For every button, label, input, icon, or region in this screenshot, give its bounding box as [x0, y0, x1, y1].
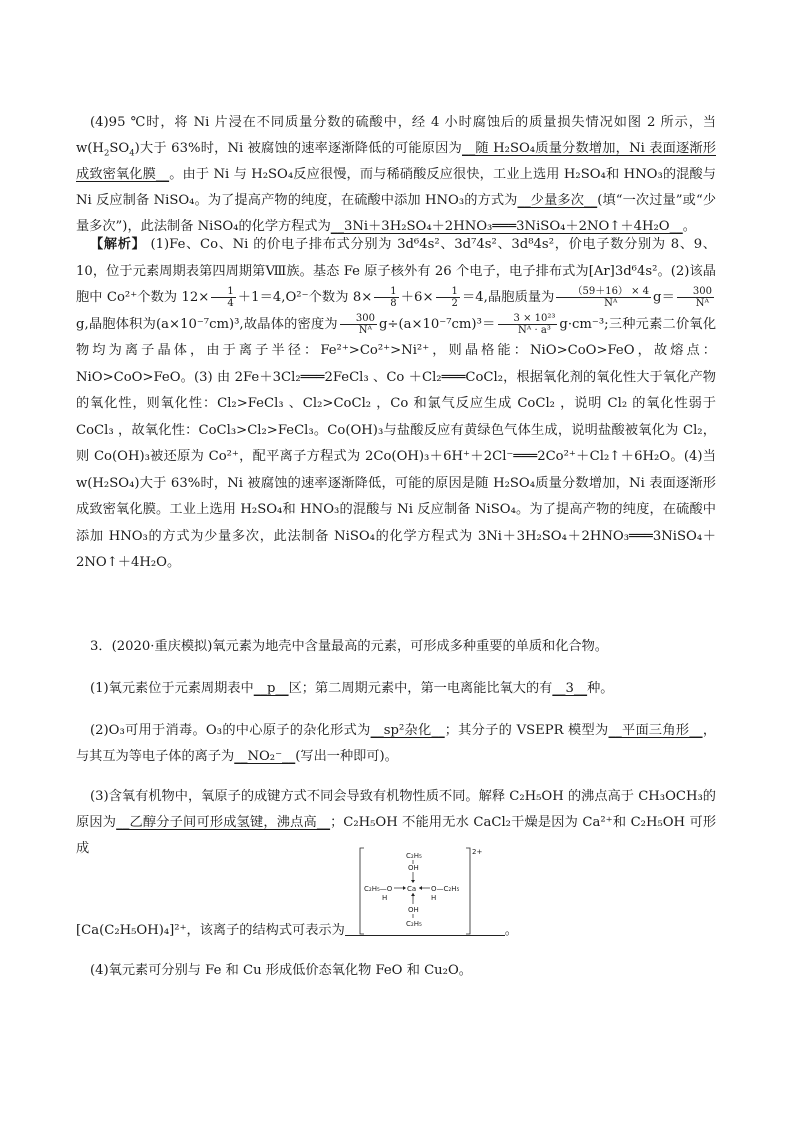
- right-ethoxy: O—C₂H₅: [431, 885, 460, 893]
- complex-charge: 2+: [472, 848, 483, 856]
- bottom-ethyl: C₂H₅: [406, 920, 422, 928]
- analysis-text-4: ＝4,晶胞质量为: [461, 290, 555, 305]
- q4-text-3: )大于 63%时，Ni 被腐蚀的速率逐渐降低的可能原因为: [134, 141, 462, 156]
- q3-1-answer-3: __3__: [552, 681, 588, 696]
- q3-2-answer-vsepr: __平面三角形__: [608, 723, 703, 738]
- calcium-center: Ca: [407, 885, 417, 893]
- q3-1-text-e: 种。: [587, 681, 614, 696]
- q3-3-answer-hbond: __乙醇分子间可形成氢键，沸点高__: [116, 815, 331, 830]
- fraction-cell-mass: $\frac{(59+16) \times 4}{\text{Nᴬ}}$: [556, 286, 651, 309]
- analysis-text-1: (1)Fe、Co、Ni 的价电子排布式分别为 3d⁶4s²、3d⁷4s²、3d⁸4s²，价电子数分别为 8、9、10，位于元素周期表第四周期第Ⅷ族。基态 Fe 原子核外有 26 个电子，电子排布式为[Ar]3d⁶4s²。(2)该晶胞中 Co²⁺个数为 12×: [76, 237, 716, 305]
- question-4-paragraph: (4)95 ℃时，将 Ni 片浸在不同质量分数的硫酸中，经 4 小时腐蚀后的质量损失情况如图 2 所示，当 $w(H_2SO_4)$大于 63%时，Ni 被腐蚀的速率逐渐降低的可能原因为__随 H₂SO₄质量分数增加，Ni 表面逐渐形成致密氧化膜__。由于 Ni 与 H₂SO₄反应很慢，而与稀硝酸反应很快，工业上选用 H₂SO₄和 HNO₃的混酸与 Ni 反应制备 NiSO₄。为了提高产物的纯度，在硫酸中添加 HNO₃的方式为__少量多次__(填“一次过量”或“少量多次”)，此法制备 NiSO₄的化学方程式为__3Ni＋3H₂SO₄＋2HNO₃═══3NiSO₄＋2NO↑＋4H₂O__。: [76, 115, 717, 234]
- q4-text-5: (填“一次过量”或“少量多次”)，此法制备 NiSO₄的化学方程式为: [76, 193, 717, 234]
- q3-2-answer-hybrid: __sp²杂化__: [370, 723, 445, 738]
- analysis-text-8: g·cm⁻³;三种元素二价氧化物均为离子晶体，由于离子半径：Fe²⁺>Co²⁺>Ni²⁺，则晶格能：NiO>CoO>FeO，故熔点：NiO>CoO>FeO。(3) 由 2Fe＋3Cl₂═══2FeCl₃ 、Co ＋Cl₂═══CoCl₂，根据氧化剂的氧化性大于氧化产物的氧化性，则氧化性：Cl₂>FeCl₃ 、Cl₂>CoCl₂ ，Co 和氯气反应生成 CoCl₂ ，说明 Cl₂ 的氧化性弱于 CoCl₃ ，故氧化性：CoCl₃>Cl₂>FeCl₃。Co(OH)₃与盐酸反应有黄绿色气体生成，说明盐酸被氧化为 Cl₂，则 Co(OH)₃被还原为 Co²⁺，配平离子方程式为 2Co(OH)₃＋6H⁺＋2Cl⁻═══2Co²⁺＋Cl₂↑＋6H₂O。(4)当 w(H₂SO₄)大于 63%时，Ni 被腐蚀的速率逐渐降低，可能的原因是随 H₂SO₄质量分数增加，Ni 表面逐渐形成致密氧化膜。工业上选用 H₂SO₄和 HNO₃的混酸与 Ni 反应制备 NiSO₄。为了提高产物的纯度，在硫酸中添加 HNO₃的方式为少量多次，此法制备 NiSO₄的化学方程式为 3Ni＋3H₂SO₄＋2HNO₃═══3NiSO₄＋2NO↑＋4H₂O。: [76, 316, 717, 570]
- analysis-text-7: g÷(a×10⁻⁷cm)³＝: [378, 316, 496, 332]
- analysis-paragraph: [76, 232, 716, 577]
- q3-2-answer-ion: __NO₂⁻__: [234, 749, 296, 764]
- fraction-300-na-2: $\frac{300}{\text{Nᴬ}}$: [340, 313, 377, 336]
- top-ethyl: C₂H₅: [406, 852, 422, 860]
- q3-2-text-e: ，与其互为等电子体的离子为: [76, 723, 717, 764]
- q3-1-text-a: (1)氧元素位于元素周期表中: [90, 681, 254, 696]
- q4-answer-1: __随 H₂SO₄质量分数增加，Ni 表面逐渐形成致密氧化膜__: [76, 141, 716, 182]
- right-hydrogen: H: [431, 894, 437, 902]
- fraction-1-4: $\frac{1}{4}$: [211, 286, 235, 309]
- q3-2-text-c: ；其分子的 VSEPR 模型为: [444, 723, 609, 738]
- q3-1-text-c: 区；第二周期元素中，第一电离能比氧大的有: [288, 681, 553, 696]
- fraction-1-8: $\frac{1}{8}$: [374, 286, 398, 309]
- structure-answer-blank: [345, 921, 505, 936]
- q4-text-1: (4)95 ℃时，将 Ni 片浸在不同质量分数的硫酸中，经 4 小时腐蚀后的质量损失情况如图 2 所示，当 w(H: [76, 115, 716, 156]
- fraction-1-2: $\frac{1}{2}$: [436, 286, 460, 309]
- question-3-stem: 3．(2020·重庆模拟)氧元素为地壳中含量最高的元素，可形成多种重要的单质和化合物。: [90, 639, 608, 654]
- bottom-oh: OH: [408, 906, 419, 914]
- q3-3-text-d: [Ca(C₂H₅OH)₄]²⁺，该离子的结构式可表示为: [76, 923, 345, 938]
- analysis-label: 【解析】: [90, 237, 146, 252]
- q4-answer-3: __3Ni＋3H₂SO₄＋2HNO₃═══3NiSO₄＋2NO↑＋4H₂O__: [330, 219, 683, 234]
- question-3-part-1: [76, 676, 716, 702]
- left-ethoxy: C₂H₅—O: [364, 885, 393, 893]
- fraction-density: $\frac{\text{3 × 10²³}}{\text{Nᴬ · a³}}$: [498, 313, 558, 336]
- q3-3-text-c: ；C₂H₅OH 不能用无水 CaCl₂干燥是因为 Ca²⁺和 C₂H₅OH 可形成: [76, 815, 717, 856]
- fraction-300-na: $\frac{300}{\text{Nᴬ}}$: [677, 286, 714, 309]
- question-3-part-4: (4)氧元素可分别与 Fe 和 Cu 形成低价态氧化物 FeO 和 Cu₂O。: [90, 963, 472, 978]
- analysis-text-6: g,晶胞体积为(a×10⁻⁷cm)³,故晶体的密度为: [76, 316, 338, 332]
- q3-2-text-a: (2)O₃可用于消毒。O₃的中心原子的杂化形式为: [90, 723, 371, 738]
- question-3-part-2: [76, 718, 716, 770]
- q3-1-answer-p: __p__: [253, 681, 289, 696]
- analysis-text-2: ＋1＝4,O²⁻个数为 8×: [237, 290, 373, 305]
- question-3-part-3-formula-line: [76, 918, 716, 944]
- q4-text-2: SO: [109, 141, 130, 156]
- top-oh: OH: [408, 864, 419, 872]
- q3-3-text-e: 。: [504, 923, 518, 938]
- q3-2-text-g: (写出一种即可)。: [295, 749, 398, 764]
- q4-text-6: 。: [682, 219, 696, 234]
- q4-text-4: 。由于 Ni 与 H₂SO₄反应很慢，而与稀硝酸反应很快，工业上选用 H₂SO₄和 HNO₃的混酸与 Ni 反应制备 NiSO₄。为了提高产物的纯度，在硫酸中添加 HNO₃的方式为: [76, 167, 716, 208]
- analysis-text-3: ＋6×: [400, 290, 434, 305]
- analysis-text-5: g＝: [653, 290, 675, 305]
- q3-3-text-a: (3)含氧有机物中，氧原子的成键方式不同会导致有机物性质不同。解释 C₂H₅OH 的沸点高于 CH₃OCH₃的原因为: [76, 789, 716, 830]
- q4-answer-2: __少量多次__: [517, 193, 598, 208]
- left-hydrogen: H: [382, 894, 388, 902]
